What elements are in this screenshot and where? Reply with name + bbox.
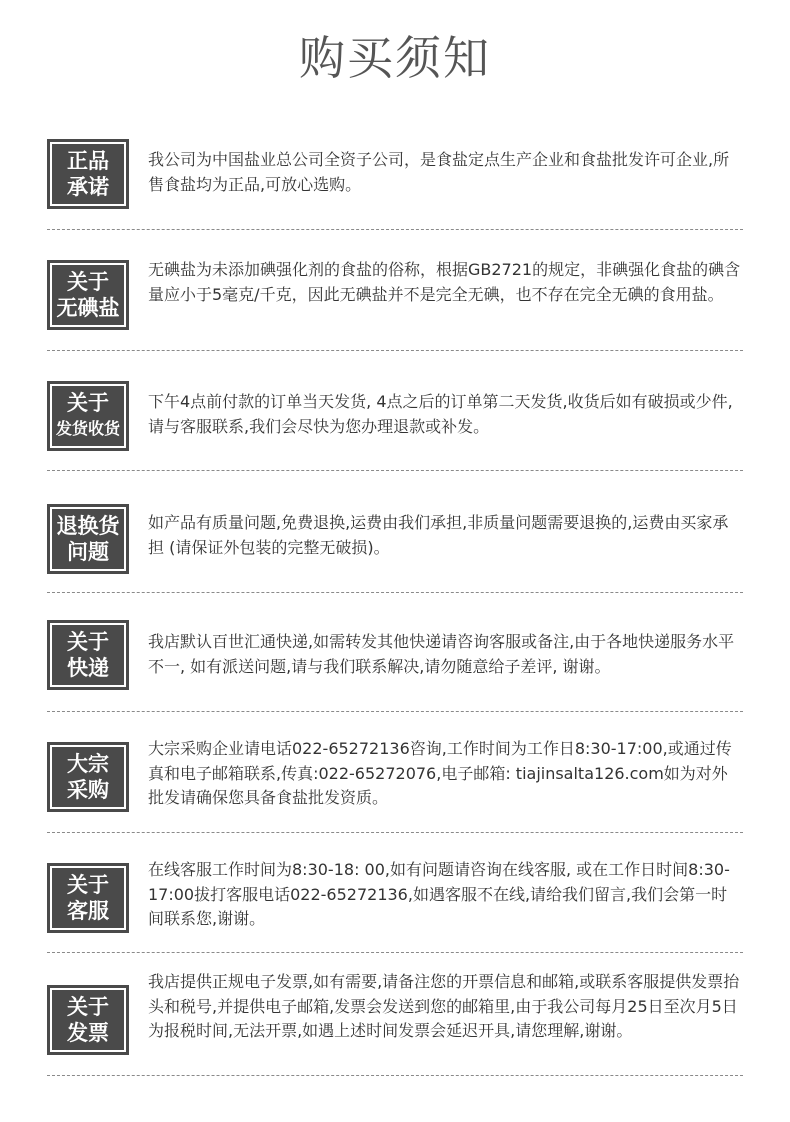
badge-line-2: 快递 <box>67 656 109 680</box>
badge-line-1: 正品 <box>67 149 109 173</box>
section-text: 在线客服工作时间为8:30-18: 00,如有问题请咨询在线客服, 或在工作日时间8:30- 17:00拔打客服电话022-65272136,如遇客服不在线,请给我们留言,我们会第一时间联系您,谢谢。 <box>148 860 730 928</box>
section-divider <box>47 470 743 471</box>
badge-line-1: 关于 <box>67 873 109 897</box>
badge-line-1: 退换货 <box>56 514 120 538</box>
section-badge <box>47 863 129 933</box>
notice-section-courier <box>47 619 743 691</box>
notice-section-bulk-purchase <box>47 737 743 813</box>
section-text: 如产品有质量问题,免费退换,运费由我们承担,非质量问题需要退换的,运费由买家承担 (请保证外包装的完整无破损)。 <box>148 513 729 557</box>
badge-line-2: 发货收货 <box>55 419 120 438</box>
badge-line-2: 承诺 <box>67 175 109 199</box>
section-badge <box>47 504 129 574</box>
page-title: 购买须知 <box>299 31 491 85</box>
badge-line-2: 客服 <box>67 899 109 923</box>
section-text: 大宗采购企业请电话022-65272136咨询,工作时间为工作日8:30-17:00,或通过传真和电子邮箱联系,传真:022-65272076,电子邮箱: tiajinsalta126.com如为对外批发请确保您具备食盐批发资质。 <box>148 739 732 807</box>
notice-section-invoice <box>47 970 743 1070</box>
section-divider <box>47 832 743 833</box>
section-badge <box>47 381 129 451</box>
section-badge <box>47 742 129 812</box>
badge-line-1: 关于 <box>67 270 109 294</box>
notice-section-authenticity <box>47 138 743 210</box>
section-text: 我店提供正规电子发票,如有需要,请备注您的开票信息和邮箱,或联系客服提供发票抬头和税号,并提供电子邮箱,发票会发送到您的邮箱里,由于我公司每月25日至次月5日为报税时间,无法开票,如遇上述时间发票会延迟开具,请您理解,谢谢。 <box>148 972 740 1040</box>
section-divider <box>47 229 743 230</box>
section-badge <box>47 985 129 1055</box>
badge-line-1: 关于 <box>67 995 109 1019</box>
badge-line-2: 发票 <box>67 1021 109 1045</box>
section-text: 我店默认百世汇通快递,如需转发其他快递请咨询客服或备注,由于各地快递服务水平不一, 如有派送问题,请与我们联系解决,请勿随意给子差评, 谢谢。 <box>148 632 735 676</box>
section-text: 我公司为中国盐业总公司全资子公司，是食盐定点生产企业和食盐批发许可企业,所售食盐均为正品,可放心选购。 <box>148 150 730 194</box>
section-divider <box>47 592 743 593</box>
badge-line-1: 关于 <box>67 391 109 415</box>
notice-section-customer-service <box>47 858 743 934</box>
section-divider <box>47 711 743 712</box>
badge-line-2: 问题 <box>67 540 109 564</box>
section-text: 无碘盐为未添加碘强化剂的食盐的俗称，根据GB2721的规定，非碘强化食盐的碘含量应小于5毫克/千克，因此无碘盐并不是完全无碘，也不存在完全无碘的食用盐。 <box>148 260 741 304</box>
badge-line-2: 采购 <box>67 778 109 802</box>
notice-section-returns <box>47 503 743 575</box>
section-badge <box>47 139 129 209</box>
section-divider <box>47 952 743 953</box>
section-divider <box>47 1075 743 1076</box>
notice-section-shipping <box>47 380 743 452</box>
section-divider <box>47 350 743 351</box>
badge-line-2: 无碘盐 <box>56 296 120 320</box>
section-badge <box>47 620 129 690</box>
badge-line-1: 大宗 <box>67 752 109 776</box>
section-badge <box>47 260 129 330</box>
notice-section-non-iodized-salt <box>47 258 743 333</box>
badge-line-1: 关于 <box>67 630 109 654</box>
section-text: 下午4点前付款的订单当天发货, 4点之后的订单第二天发货,收货后如有破损或少件, 请与客服联系,我们会尽快为您办理退款或补发。 <box>148 392 733 436</box>
